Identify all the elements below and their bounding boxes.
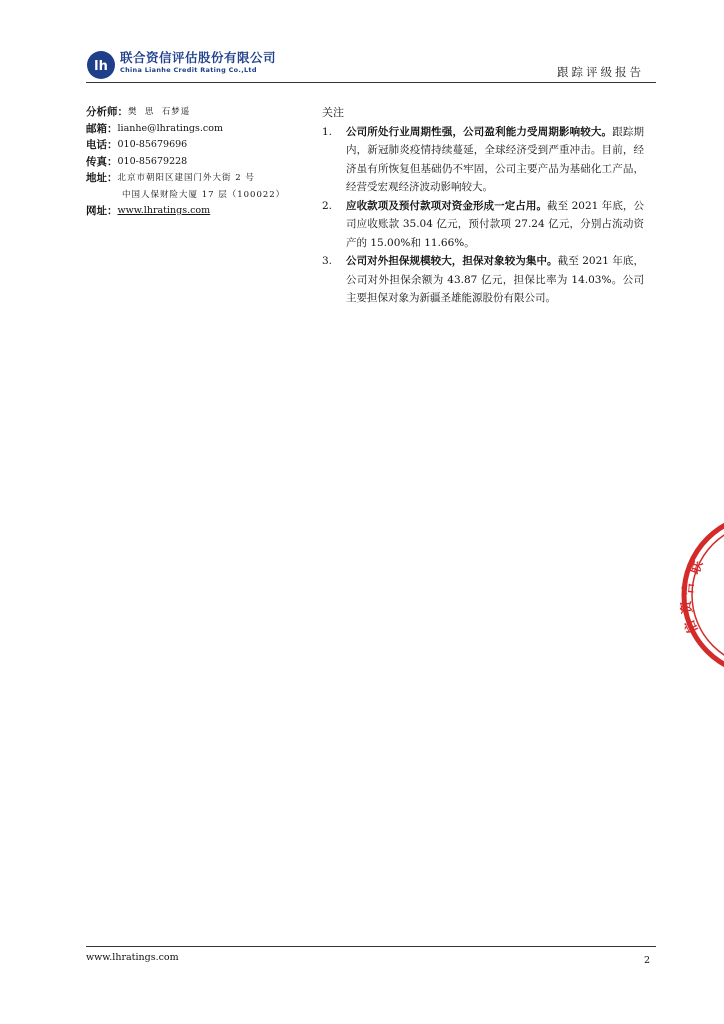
company-seal-icon bbox=[676, 505, 724, 685]
website-label: 网址： bbox=[86, 205, 118, 217]
email-row bbox=[86, 121, 316, 138]
phone-label: 电话： bbox=[86, 139, 118, 151]
address-line2: 中国人保财险大厦 17 层（100022） bbox=[122, 189, 286, 200]
footer-url: www.lhratings.com bbox=[86, 952, 179, 963]
attention-item bbox=[322, 197, 644, 253]
lianhe-logo-icon bbox=[86, 50, 116, 80]
attention-item bbox=[322, 123, 644, 197]
website-row bbox=[86, 203, 316, 220]
item-number: 1. bbox=[322, 125, 333, 138]
report-type: 跟踪评级报告 bbox=[557, 65, 644, 79]
fax-value: 010-85679228 bbox=[117, 155, 188, 167]
phone-value: 010-85679696 bbox=[117, 139, 188, 150]
svg-text:lh: lh bbox=[94, 59, 108, 74]
item-text: 跟踪期内，新冠肺炎疫情持续蔓延，全球经济受到严重冲击。目前，经济虽有所恢复但基础仍不牢固，公司主要产品为基础化工产品，经营受宏观经济波动影响较大。 bbox=[346, 125, 644, 193]
header-divider bbox=[86, 82, 656, 83]
item-body bbox=[346, 197, 644, 253]
analyst-names: 樊 思 石梦遥 bbox=[128, 107, 191, 117]
contact-block bbox=[86, 104, 316, 220]
svg-text:资: 资 bbox=[678, 599, 696, 615]
item-body bbox=[346, 123, 644, 197]
item-text: 截至 2021 年底，公司对外担保余额为 43.87 亿元，担保比率为 14.03%。公司主要担保对象为新疆圣雄能源股份有限公司。 bbox=[346, 255, 645, 304]
fax-row bbox=[86, 154, 316, 171]
fax-label: 传真： bbox=[86, 155, 118, 168]
page-header bbox=[86, 44, 656, 84]
analyst-label: 分析师： bbox=[86, 106, 128, 118]
svg-text:联: 联 bbox=[687, 559, 707, 577]
item-number: 2. bbox=[322, 199, 333, 212]
attention-item bbox=[322, 252, 644, 308]
address-row bbox=[86, 170, 316, 187]
address-line1: 北京市朝阳区建国门外大街 2 号 bbox=[117, 173, 255, 183]
footer-divider bbox=[86, 946, 656, 947]
item-heading: 应收款项及预付款项对资金形成一定占用。 bbox=[346, 199, 548, 212]
item-number: 3. bbox=[322, 255, 333, 267]
attention-section bbox=[322, 104, 644, 308]
company-name-cn: 联合资信评估股份有限公司 bbox=[120, 50, 277, 65]
email-label: 邮箱： bbox=[86, 122, 118, 135]
website-link[interactable]: www.lhratings.com bbox=[117, 205, 211, 216]
analyst-row bbox=[86, 104, 316, 121]
svg-text:合: 合 bbox=[681, 581, 698, 596]
item-heading: 公司对外担保规模较大，担保对象较为集中。 bbox=[346, 255, 558, 267]
item-text: 截至 2021 年底，公司应收账款 35.04 亿元，预付款项 27.24 亿元，分别占流动资产的 15.00%和 11.66%。 bbox=[346, 199, 644, 249]
phone-row bbox=[86, 137, 316, 154]
address-label: 地址： bbox=[86, 172, 118, 184]
svg-text:信: 信 bbox=[682, 617, 702, 636]
email-value: lianhe@lhratings.com bbox=[117, 122, 223, 134]
company-name-en: China Lianhe Credit Rating Co.,Ltd bbox=[120, 66, 257, 74]
attention-title: 关注 bbox=[322, 106, 344, 119]
item-heading: 公司所处行业周期性强，公司盈利能力受周期影响较大。 bbox=[346, 125, 613, 138]
item-body bbox=[346, 252, 644, 308]
page-number: 2 bbox=[644, 955, 651, 966]
